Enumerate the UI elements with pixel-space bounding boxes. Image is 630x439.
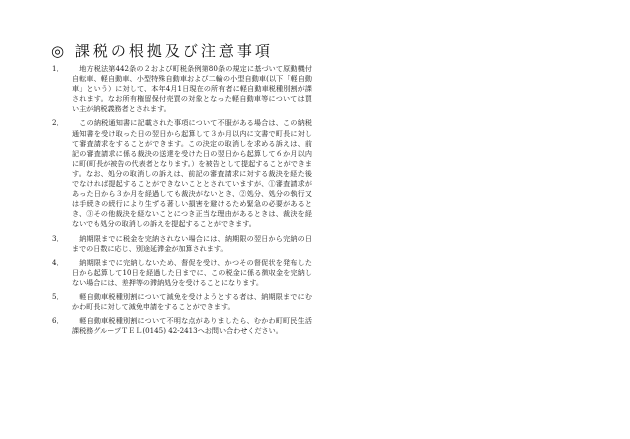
list-item (52, 64, 312, 114)
item-number: 2． (52, 118, 64, 128)
list-item (52, 234, 312, 254)
item-text: 軽自動車税種別割について減免を受けようとする者は、納期限までにむかわ町長に対して減免申請をすることができます。 (72, 291, 312, 312)
item-number: 4． (52, 257, 64, 267)
item-text: 軽自動車税種別割について不明な点がありましたら、むかわ町町民生活課税務グループＴＥＬ(0145) 42-2413へお問い合わせください。 (72, 316, 312, 336)
list-item (52, 258, 312, 288)
item-text: 納期限までに完納しないため、督促を受け、かつその督促状を発布した日から起算して10日を経過した日までに、この税金に係る徴収金を完納しない場合には、差押等の滞納処分を受けることになります。 (72, 257, 312, 287)
list-item (52, 118, 312, 229)
item-number: 6． (52, 316, 64, 326)
item-text: 地方税法第442条の２および町税条例第80条の規定に基づいて原動機付自転車、軽自動車、小型特殊自動車および二輪の小型自動車(以下「軽自動車」という）に対して、本年4月1日現在の所有者に軽自動車税種別割が課されます。なお所有権留保付売買の対象となった軽自動車等については買い主が納税義務者とされます。 (72, 64, 312, 114)
list-item (52, 316, 312, 336)
item-number: 3． (52, 233, 64, 243)
item-text: この納税通知書に記載された事項について不服がある場合は、この納税通知書を受け取った日の翌日から起算して３か月以内に文書で町長に対して審査請求をすることができます。この決定の取消しを求める訴えは、前記の審査請求に係る裁決の送達を受けた日の翌日から起算して６か月以内に町(町長が被告の代表者となります。）を被告として提起することができます。なお、処分の取消しの訴えは、前記の審査請求に対する裁決を経た後でなければ提起することができないこととされていますが、①審査請求があった日から３か月を経過しても裁決がないとき、②処分、処分の執行又は手続きの続行により生ずる著しい損害を避けるため緊急の必要があるとき、③その他裁決を経ないことにつき正当な理由があるときは、裁決を経ないでも処分の取消しの訴えを提起することができます。 (72, 118, 312, 229)
list-item (52, 292, 312, 312)
item-number: 5． (52, 291, 64, 301)
item-text: 納期限までに税金を完納されない場合には、納期限の翌日から完納の日までの日数に応じ、別途延滞金が加算されます。 (72, 233, 312, 253)
page-title: ◎ 課税の根拠及び注意事項 (51, 42, 273, 60)
item-number: 1． (52, 64, 64, 73)
notes-list (52, 64, 312, 340)
